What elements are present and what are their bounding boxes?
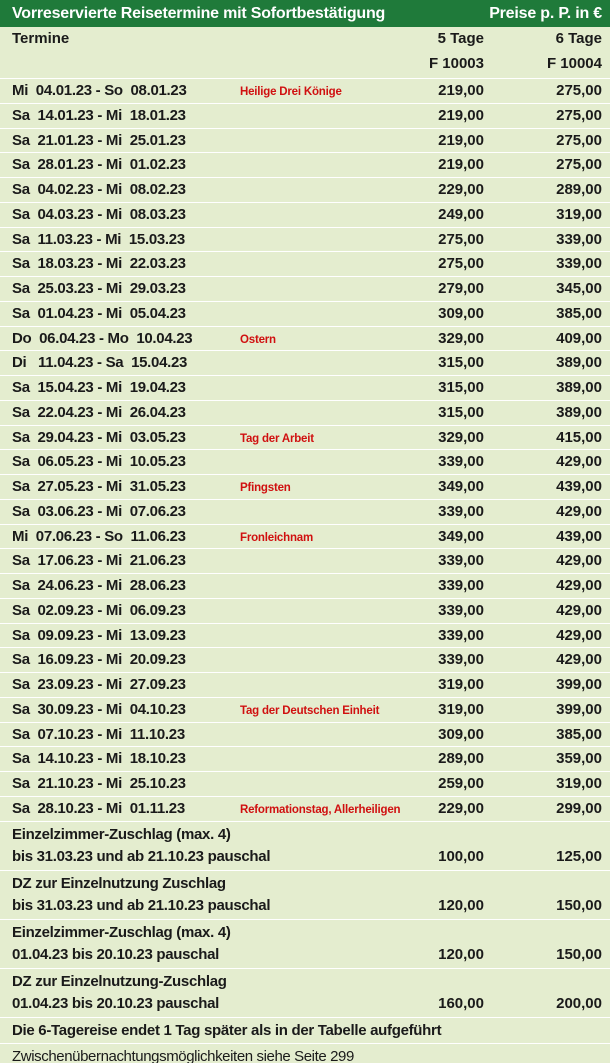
row-date: Sa 23.09.23 - Mi 27.09.23 <box>12 676 186 693</box>
date-rows <box>0 78 610 1063</box>
row-price-6-tage: 275,00 <box>556 106 602 124</box>
footnote: Zwischenübernachtungsmöglichkeiten siehe Seite 299 <box>0 1043 610 1063</box>
row-date: Sa 11.03.23 - Mi 15.03.23 <box>12 230 185 248</box>
row-price-6-tage: 429,00 <box>556 626 602 644</box>
row-price-5-tage: 339,00 <box>438 453 484 471</box>
row-price-5-tage: 289,00 <box>438 750 484 768</box>
header-6-tage: 6 Tage <box>555 30 602 47</box>
surcharge-price-5-tage: 120,00 <box>438 896 484 914</box>
surcharge-price-6-tage: 125,00 <box>556 847 602 865</box>
table-row <box>0 400 610 425</box>
row-price-5-tage: 319,00 <box>438 676 484 693</box>
row-price-6-tage: 439,00 <box>556 478 602 495</box>
row-date: Sa 14.01.23 - Mi 18.01.23 <box>12 106 186 124</box>
table-row <box>0 672 610 697</box>
table-row <box>0 128 610 153</box>
row-date: Sa 21.01.23 - Mi 25.01.23 <box>12 131 186 149</box>
row-date: Sa 29.04.23 - Mi 03.05.23 <box>12 428 186 446</box>
row-price-5-tage: 315,00 <box>438 354 484 372</box>
row-price-5-tage: 279,00 <box>438 280 484 297</box>
surcharge-period: 01.04.23 bis 20.10.23 pauschal <box>12 994 219 1012</box>
row-date: Sa 21.10.23 - Mi 25.10.23 <box>12 775 186 792</box>
header-row-1 <box>0 27 610 53</box>
table-row <box>0 78 610 103</box>
header-5-tage: 5 Tage <box>437 30 484 47</box>
row-price-6-tage: 429,00 <box>556 453 602 471</box>
title-bar <box>0 0 610 27</box>
surcharge-period: bis 31.03.23 und ab 21.10.23 pauschal <box>12 896 271 914</box>
row-price-5-tage: 219,00 <box>438 131 484 149</box>
row-price-5-tage: 229,00 <box>438 799 484 817</box>
row-holiday-note: Pfingsten <box>240 482 291 494</box>
row-price-5-tage: 309,00 <box>438 725 484 743</box>
row-date: Sa 06.05.23 - Mi 10.05.23 <box>12 453 186 471</box>
surcharge-row <box>0 821 610 870</box>
row-price-5-tage: 339,00 <box>438 626 484 644</box>
table-row <box>0 548 610 573</box>
row-date: Mi 04.01.23 - So 08.01.23 <box>12 82 187 99</box>
row-date: Sa 28.10.23 - Mi 01.11.23 <box>12 799 185 817</box>
row-price-6-tage: 319,00 <box>556 205 602 223</box>
surcharge-title: DZ zur Einzelnutzung-Zuschlag <box>12 972 227 990</box>
row-price-5-tage: 259,00 <box>438 775 484 792</box>
row-date: Sa 15.04.23 - Mi 19.04.23 <box>12 379 186 396</box>
surcharge-title: Einzelzimmer-Zuschlag (max. 4) <box>12 825 231 843</box>
row-date: Sa 14.10.23 - Mi 18.10.23 <box>12 750 186 768</box>
surcharge-period: 01.04.23 bis 20.10.23 pauschal <box>12 945 219 963</box>
table-row <box>0 350 610 375</box>
row-price-6-tage: 439,00 <box>556 527 602 545</box>
row-price-5-tage: 339,00 <box>438 577 484 594</box>
row-date: Sa 22.04.23 - Mi 26.04.23 <box>12 403 186 421</box>
table-row <box>0 697 610 722</box>
row-date: Sa 02.09.23 - Mi 06.09.23 <box>12 601 186 619</box>
table-row <box>0 449 610 474</box>
surcharge-row <box>0 870 610 919</box>
row-date: Di 11.04.23 - Sa 15.04.23 <box>12 354 188 372</box>
row-date: Sa 24.06.23 - Mi 28.06.23 <box>12 577 186 594</box>
row-price-6-tage: 389,00 <box>556 403 602 421</box>
row-date: Sa 27.05.23 - Mi 31.05.23 <box>12 478 186 495</box>
row-price-5-tage: 219,00 <box>438 106 484 124</box>
header-row-2 <box>0 52 610 78</box>
header-termine: Termine <box>12 30 70 47</box>
row-date: Sa 04.02.23 - Mi 08.02.23 <box>12 181 186 198</box>
row-price-6-tage: 429,00 <box>556 601 602 619</box>
table-row <box>0 251 610 276</box>
row-price-6-tage: 299,00 <box>556 799 602 817</box>
row-price-6-tage: 275,00 <box>556 82 602 99</box>
table-row <box>0 474 610 499</box>
row-date: Sa 09.09.23 - Mi 13.09.23 <box>12 626 186 644</box>
table-row <box>0 375 610 400</box>
row-price-5-tage: 339,00 <box>438 601 484 619</box>
row-date: Mi 07.06.23 - So 11.06.23 <box>12 527 186 545</box>
row-price-6-tage: 345,00 <box>556 280 602 297</box>
row-price-6-tage: 275,00 <box>556 156 602 174</box>
table-row <box>0 326 610 351</box>
row-price-6-tage: 289,00 <box>556 181 602 198</box>
table-row <box>0 573 610 598</box>
row-price-6-tage: 389,00 <box>556 379 602 396</box>
table-row <box>0 647 610 672</box>
surcharge-price-6-tage: 200,00 <box>556 994 602 1012</box>
price-note: Preise p. P. in € <box>489 4 602 22</box>
footnote: Die 6-Tagereise endet 1 Tag später als in der Tabelle aufgeführt <box>0 1017 610 1043</box>
row-price-6-tage: 429,00 <box>556 502 602 520</box>
row-date: Sa 30.09.23 - Mi 04.10.23 <box>12 700 186 718</box>
row-price-5-tage: 309,00 <box>438 304 484 322</box>
row-price-6-tage: 399,00 <box>556 700 602 718</box>
row-holiday-note: Tag der Deutschen Einheit <box>240 704 380 717</box>
row-holiday-note: Reformationstag, Allerheiligen <box>240 803 401 816</box>
table-row <box>0 598 610 623</box>
row-price-5-tage: 275,00 <box>438 230 484 248</box>
row-date: Sa 18.03.23 - Mi 22.03.23 <box>12 255 186 273</box>
surcharge-price-6-tage: 150,00 <box>556 945 602 963</box>
table-row <box>0 524 610 549</box>
row-price-6-tage: 275,00 <box>556 131 602 149</box>
row-price-5-tage: 315,00 <box>438 403 484 421</box>
row-date: Sa 28.01.23 - Mi 01.02.23 <box>12 156 186 174</box>
row-price-6-tage: 409,00 <box>556 329 602 347</box>
row-date: Sa 03.06.23 - Mi 07.06.23 <box>12 502 186 520</box>
row-holiday-note: Heilige Drei Könige <box>240 86 342 98</box>
row-price-5-tage: 349,00 <box>438 527 484 545</box>
row-price-5-tage: 329,00 <box>438 428 484 446</box>
row-date: Sa 01.04.23 - Mi 05.04.23 <box>12 304 186 322</box>
row-price-6-tage: 429,00 <box>556 552 602 570</box>
row-date: Sa 07.10.23 - Mi 11.10.23 <box>12 725 185 743</box>
row-date: Sa 17.06.23 - Mi 21.06.23 <box>12 552 186 570</box>
table-row <box>0 103 610 128</box>
row-price-6-tage: 339,00 <box>556 255 602 273</box>
table-row <box>0 152 610 177</box>
row-date: Sa 16.09.23 - Mi 20.09.23 <box>12 651 186 669</box>
row-price-5-tage: 349,00 <box>438 478 484 495</box>
table-title: Vorreservierte Reisetermine mit Sofortbestätigung <box>12 4 386 22</box>
table-row <box>0 771 610 796</box>
row-price-5-tage: 339,00 <box>438 552 484 570</box>
table-row <box>0 276 610 301</box>
surcharge-row <box>0 968 610 1017</box>
row-price-6-tage: 415,00 <box>556 428 602 446</box>
row-holiday-note: Fronleichnam <box>240 531 314 544</box>
row-date: Do 06.04.23 - Mo 10.04.23 <box>12 329 193 347</box>
surcharge-price-5-tage: 100,00 <box>438 847 484 865</box>
row-price-6-tage: 339,00 <box>556 230 602 248</box>
table-row <box>0 227 610 252</box>
row-holiday-note: Tag der Arbeit <box>240 432 314 445</box>
row-price-6-tage: 385,00 <box>556 725 602 743</box>
surcharge-title: DZ zur Einzelnutzung Zuschlag <box>12 874 226 892</box>
table-row <box>0 425 610 450</box>
row-price-6-tage: 385,00 <box>556 304 602 322</box>
row-price-6-tage: 389,00 <box>556 354 602 372</box>
table-row <box>0 301 610 326</box>
table-row <box>0 796 610 821</box>
table-row <box>0 499 610 524</box>
table-row <box>0 202 610 227</box>
row-price-6-tage: 319,00 <box>556 775 602 792</box>
row-price-6-tage: 399,00 <box>556 676 602 693</box>
row-date: Sa 25.03.23 - Mi 29.03.23 <box>12 280 186 297</box>
surcharge-price-6-tage: 150,00 <box>556 896 602 914</box>
header-code-5: F 10003 <box>428 55 484 72</box>
row-price-5-tage: 315,00 <box>438 379 484 396</box>
row-price-5-tage: 339,00 <box>438 502 484 520</box>
row-price-6-tage: 429,00 <box>556 651 602 669</box>
surcharge-row <box>0 919 610 968</box>
row-price-5-tage: 249,00 <box>438 205 484 223</box>
table-row <box>0 177 610 202</box>
table-row <box>0 623 610 648</box>
row-price-5-tage: 319,00 <box>438 700 484 718</box>
row-price-5-tage: 229,00 <box>438 181 484 198</box>
row-price-6-tage: 359,00 <box>556 750 602 768</box>
row-price-6-tage: 429,00 <box>556 577 602 594</box>
row-holiday-note: Ostern <box>240 333 276 346</box>
row-price-5-tage: 219,00 <box>438 82 484 99</box>
surcharge-price-5-tage: 160,00 <box>438 994 484 1012</box>
row-date: Sa 04.03.23 - Mi 08.03.23 <box>12 205 186 223</box>
table-row <box>0 746 610 771</box>
surcharge-title: Einzelzimmer-Zuschlag (max. 4) <box>12 923 231 941</box>
row-price-5-tage: 275,00 <box>438 255 484 273</box>
table-row <box>0 722 610 747</box>
row-price-5-tage: 329,00 <box>438 329 484 347</box>
surcharge-period: bis 31.03.23 und ab 21.10.23 pauschal <box>12 847 271 865</box>
row-price-5-tage: 339,00 <box>438 651 484 669</box>
row-price-5-tage: 219,00 <box>438 156 484 174</box>
header-code-6: F 10004 <box>546 55 602 72</box>
surcharge-price-5-tage: 120,00 <box>438 945 484 963</box>
